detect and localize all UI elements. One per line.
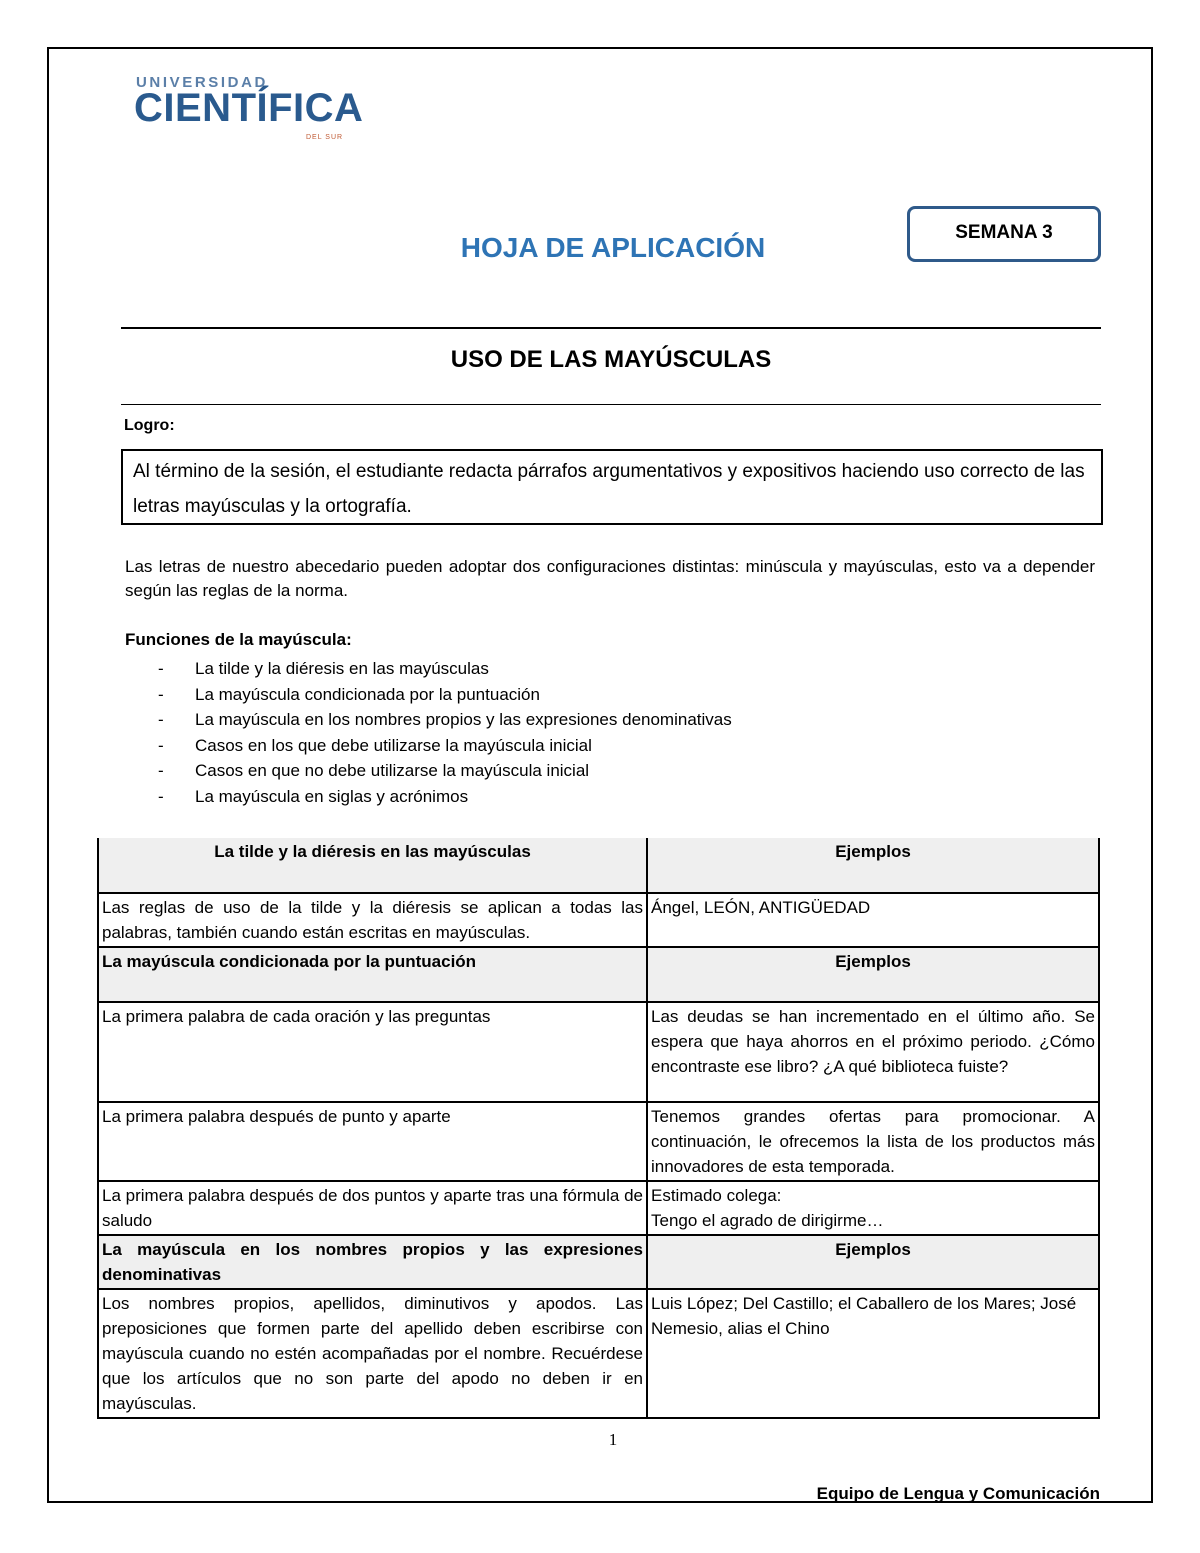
rule-cell: Los nombres propios, apellidos, diminutivos y apodos. Las preposiciones que formen parte del apellido deben escribirse con mayúscula cuando no estén acompañadas por el nombre. Recuérdese que los artículos que no son parte del apodo no deben ir en mayúsculas.: [98, 1289, 647, 1418]
example-line: Estimado colega:: [651, 1186, 782, 1205]
rule-cell: La primera palabra después de dos puntos y aparte tras una fórmula de saludo: [98, 1181, 647, 1235]
week-badge: SEMANA 3: [907, 206, 1101, 262]
table-row: [98, 1102, 1099, 1181]
logo-main-text: CIENTÍFICA: [134, 86, 364, 130]
examples-heading: Ejemplos: [647, 947, 1099, 1002]
examples-heading: Ejemplos: [647, 838, 1099, 893]
divider-bottom: [121, 404, 1101, 405]
example-cell: Luis López; Del Castillo; el Caballero de los Mares; José Nemesio, alias el Chino: [647, 1289, 1099, 1418]
rule-cell: La primera palabra después de punto y aparte: [98, 1102, 647, 1181]
table-header-row: [98, 1235, 1099, 1289]
logro-box: [121, 449, 1103, 525]
example-cell: [647, 1181, 1099, 1235]
list-item: - Casos en los que debe utilizarse la mayúscula inicial: [125, 733, 1025, 759]
rule-cell: La primera palabra de cada oración y las preguntas: [98, 1002, 647, 1102]
table-header-row: [98, 947, 1099, 1002]
examples-heading: Ejemplos: [647, 1235, 1099, 1289]
example-cell: Ángel, LEÓN, ANTIGÜEDAD: [647, 893, 1099, 947]
section-heading: La mayúscula condicionada por la puntuación: [98, 947, 647, 1002]
logo-sub-text: DEL SUR: [306, 134, 344, 141]
list-item: - Casos en que no debe utilizarse la mayúscula inicial: [125, 758, 1025, 784]
section-heading: La tilde y la diéresis en las mayúsculas: [98, 838, 647, 893]
list-item: - La mayúscula condicionada por la puntuación: [125, 682, 1025, 708]
logo-top-text: UNIVERSIDAD: [136, 74, 268, 91]
page-title: HOJA DE APLICACIÓN: [460, 232, 766, 263]
intro-paragraph: Las letras de nuestro abecedario pueden adoptar dos configuraciones distintas: minúscula y mayúsculas, esto va a depender según las reglas de la norma.: [125, 557, 1095, 600]
list-item: - La tilde y la diéresis en las mayúsculas: [125, 656, 1025, 682]
table-row: [98, 1002, 1099, 1102]
table-row: [98, 1181, 1099, 1235]
rule-cell: Las reglas de uso de la tilde y la diéresis se aplican a todas las palabras, también cuando están escritas en mayúsculas.: [98, 893, 647, 947]
page-number: 1: [608, 1430, 618, 1449]
logro-text: Al término de la sesión, el estudiante redacta párrafos argumentativos y expositivos haciendo uso correcto de las letras mayúsculas y la ortografía.: [133, 461, 1085, 517]
functions-title: Funciones de la mayúscula:: [125, 630, 352, 649]
table-header-row: [98, 838, 1099, 893]
table-row: [98, 893, 1099, 947]
examples-table: [97, 838, 1100, 1419]
example-cell: Las deudas se han incrementado en el último año. Se espera que haya ahorros en el próximo periodo. ¿Cómo encontraste ese libro? ¿A qué biblioteca fuiste?: [647, 1002, 1099, 1102]
list-item: - La mayúscula en los nombres propios y las expresiones denominativas: [125, 707, 1025, 733]
section-heading: La mayúscula en los nombres propios y las expresiones denominativas: [98, 1235, 647, 1289]
list-item: - La mayúscula en siglas y acrónimos: [125, 784, 1025, 810]
logro-label: Logro:: [124, 417, 175, 434]
functions-list: [125, 656, 1025, 810]
divider-top: [121, 327, 1101, 329]
university-logo: [134, 74, 364, 141]
example-cell: Tenemos grandes ofertas para promocionar. A continuación, le ofrecemos la lista de los productos más innovadores de esta temporada.: [647, 1102, 1099, 1181]
table-row: [98, 1289, 1099, 1418]
example-line: Tengo el agrado de dirigirme…: [651, 1211, 884, 1230]
footer-text: Equipo de Lengua y Comunicación: [816, 1484, 1100, 1503]
main-title: USO DE LAS MAYÚSCULAS: [450, 346, 772, 373]
